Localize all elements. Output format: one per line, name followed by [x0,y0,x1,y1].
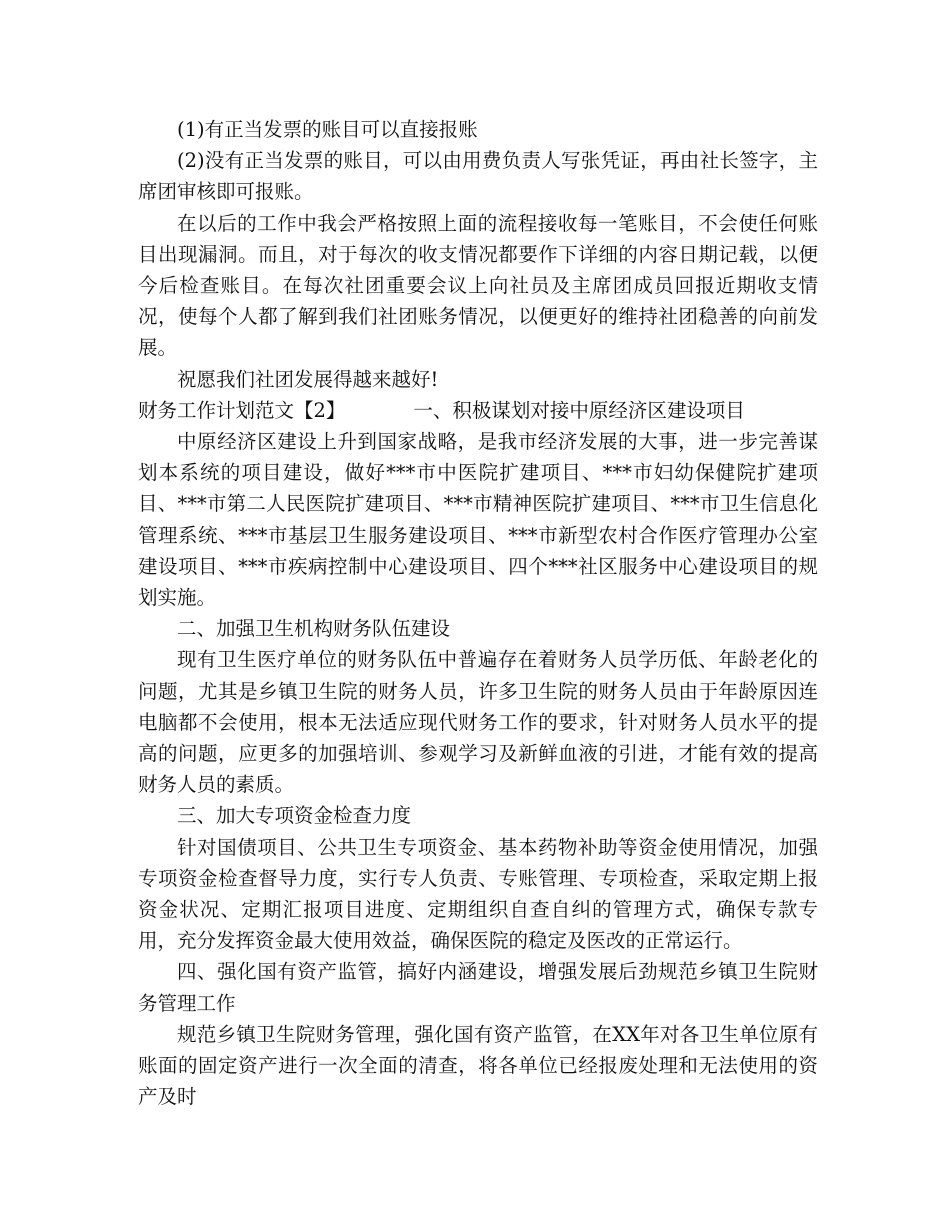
paragraph-section-1: 中原经济区建设上升到国家战略，是我市经济发展的大事，进一步完善谋划本系统的项目建设，做好***市中医院扩建项目、***市妇幼保健院扩建项目、***市第二人民医院扩建项目、***市精神医院扩建项目、***市卫生信息化管理系统、***市基层卫生服务建设项目、***市新型农村合作医疗管理办公室建设项目、***市疾病控制中心建设项目、四个***社区服务中心建设项目的规划实施。 [138,430,818,610]
section-heading-1: 一、积极谋划对接中原经济区建设项目 [413,398,745,422]
paragraph-section-3: 针对国债项目、公共卫生专项资金、基本药物补助等资金使用情况，加强专项资金检查督导力度，实行专人负责、专账管理、专项检查，采取定期上报资金状况、定期汇报项目进度、定期组织自查自纠的管理方式，确保专款专用，充分发挥资金最大使用效益，确保医院的稳定及医改的正常运行。 [138,835,818,953]
document-title: 财务工作计划范文【2】 [138,398,346,422]
paragraph-section-2: 现有卫生医疗单位的财务队伍中普遍存在着财务人员学历低、年龄老化的问题，尤其是乡镇卫生院的财务人员，许多卫生院的财务人员由于年龄原因连电脑都不会使用，根本无法适应现代财务工作的要求，针对财务人员水平的提高的问题，应更多的加强培训、参观学习及新鲜血液的引进，才能有效的提高财务人员的素质。 [138,648,818,797]
paragraph-future-work: 在以后的工作中我会严格按照上面的流程接收每一笔账目，不会使任何账目出现漏洞。而且，对于每次的收支情况都要作下详细的内容日期记载，以便今后检查账目。在每次社团重要会议上向社员及主席团成员回报近期收支情况，使每个人都了解到我们社团账务情况，以便更好的维持社团稳善的向前发展。 [138,211,818,360]
section-heading-3: 三、加大专项资金检查力度 [177,804,412,828]
paragraph-item-1: (1)有正当发票的账目可以直接报账 [177,118,478,141]
paragraph-section-4: 规范乡镇卫生院财务管理，强化国有资产监管，在XX年对各卫生单位原有账面的固定资产进行一次全面的清查，将各单位已经报废处理和无法使用的资产及时 [138,1022,818,1109]
section-heading-2: 二、加强卫生机构财务队伍建设 [177,617,451,641]
section-heading-4: 四、强化国有资产监管，搞好内涵建设，增强发展后劲规范乡镇卫生院财务管理工作 [138,960,818,1015]
document-body [138,114,818,1113]
paragraph-wish: 祝愿我们社团发展得越来越好! [177,367,439,391]
heading-line [138,395,818,426]
paragraph-item-2: (2)没有正当发票的账目，可以由用费负责人写张凭证，再由社长签字，主席团审核即可报账。 [138,149,818,204]
